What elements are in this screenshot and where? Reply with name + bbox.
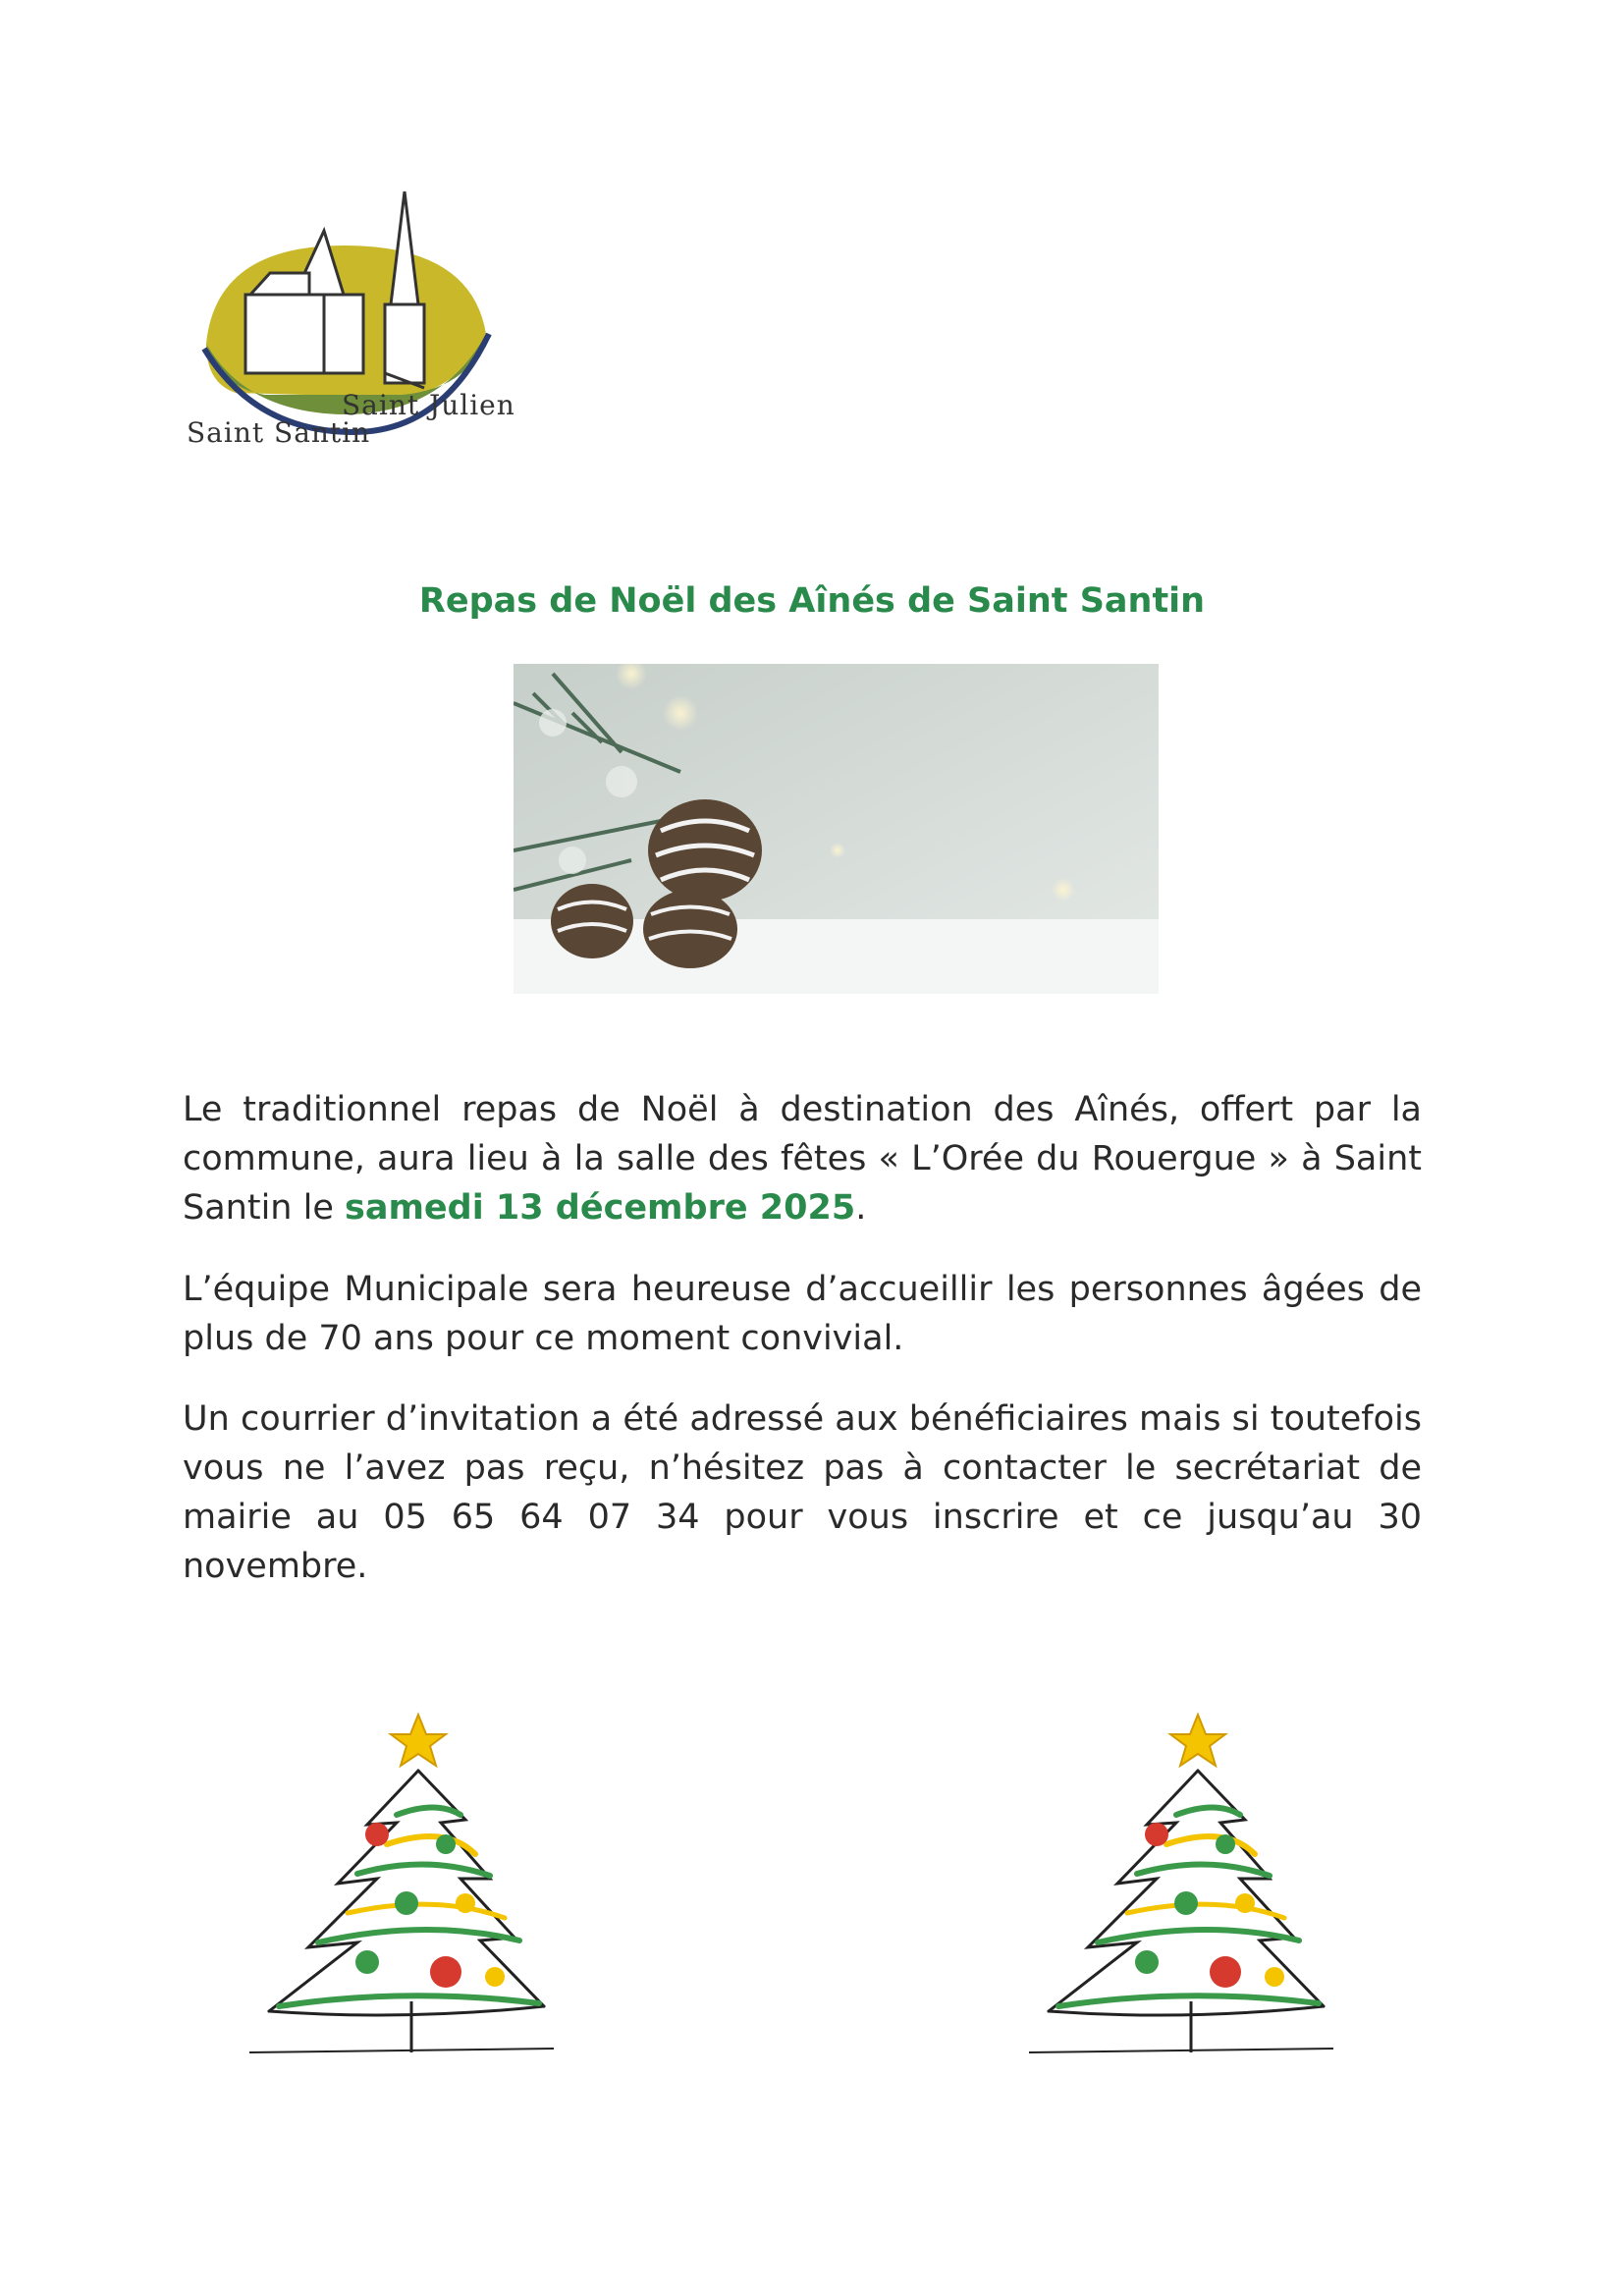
- paragraph-invitation-contact: Un courrier d’invitation a été adressé aux bénéficiaires mais si toutefois vous ne l’avez pas reçu, n’hésitez pas à contacter le secrétariat de mairie au 05 65 64 07 34 pour vous inscrire et ce jusqu’au 30 novembre.: [183, 1399, 1422, 1586]
- logo-text-saint-julien: Saint Julien: [342, 389, 515, 421]
- paragraph-welcome: L’équipe Municipale sera heureuse d’accueillir les personnes âgées de plus de 70 ans pour ce moment convivial.: [183, 1270, 1422, 1358]
- page-title: Repas de Noël des Aînés de Saint Santin: [418, 581, 1206, 621]
- logo-text-saint-santin: Saint Santin: [187, 416, 371, 449]
- christmas-tree-icon: [249, 1707, 564, 2060]
- paragraph-event-text: Le traditionnel repas de Noël à destination des Aînés, offert par la commune, aura lieu à la salle des fêtes « L’Orée du Rouergue » à Saint Santin le: [183, 1090, 1422, 1228]
- paragraph-event-description: [183, 1085, 1422, 1232]
- pine-cones-snow-image: [514, 664, 1159, 994]
- christmas-tree-icon: [1029, 1707, 1343, 2060]
- paragraph-event-end: .: [855, 1188, 867, 1228]
- event-date: samedi 13 décembre 2025: [345, 1188, 856, 1228]
